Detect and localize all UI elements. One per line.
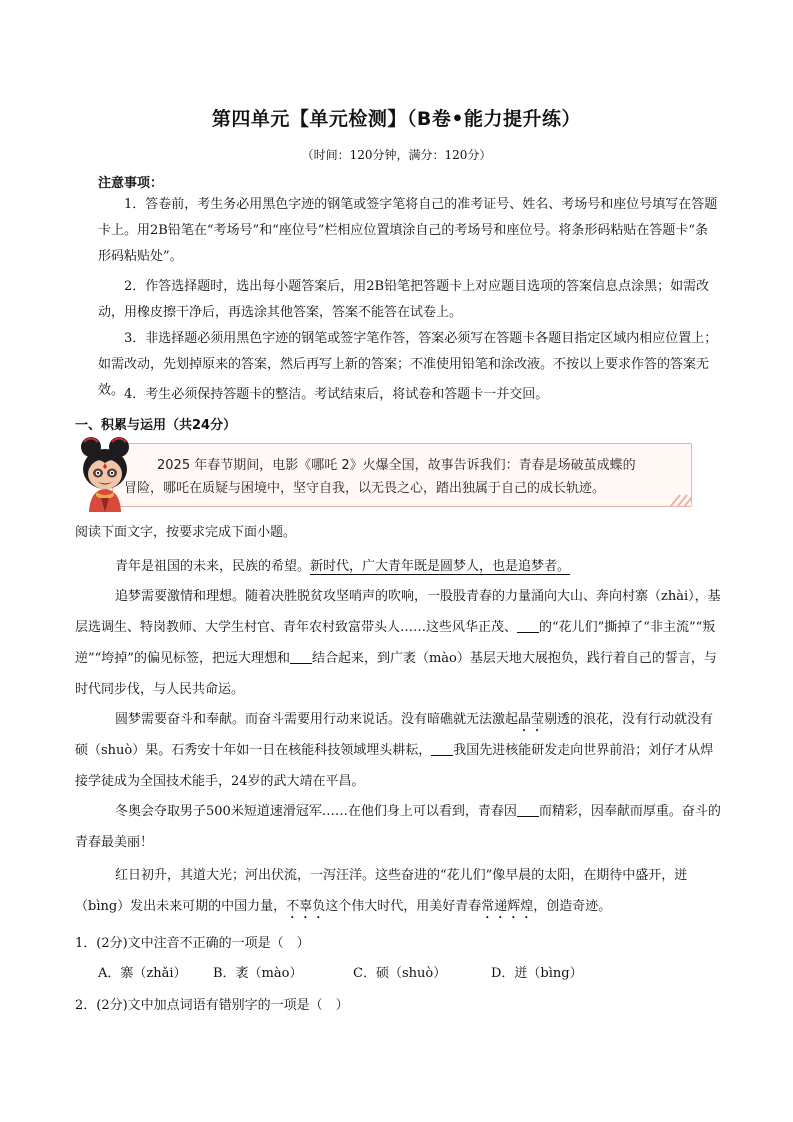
- notice-item-4: 4．考生必须保持答题卡的整洁。考试结束后，将试卷和答题卡一并交回。: [124, 387, 549, 402]
- dotted-word-3: 常递辉煌: [481, 899, 534, 914]
- underlined-sentence: 新时代，广大青年既是圆梦人，也是追梦者。: [310, 559, 571, 574]
- page-title: 第四单元【单元检测】（B卷•能力提升练）: [211, 108, 582, 130]
- question-1-stem: 1．(2分)文中注音不正确的一项是（ ）: [75, 936, 310, 951]
- fill-blank-1: [517, 618, 539, 633]
- reading-paragraph-4: [75, 796, 723, 858]
- question-2-stem: 2．(2分)文中加点词语有错别字的一项是（ ）: [75, 998, 349, 1013]
- option-b[interactable]: B．袤（mào）: [213, 966, 303, 981]
- section-title: 一、积累与运用（共24分）: [75, 418, 237, 433]
- banner-line-1: 2025 年春节期间，电影《哪吒 2》火爆全国，故事告诉我们：青春是场破茧成蝶的: [157, 458, 636, 473]
- p2-text-a: 追梦需要激情和理想。随着决胜脱贫攻坚哨声的吹响，一股股青春的力量涌向大山、奔向村寨（zhài），基层选调生、特岗教师、大学生村官、青年农村致富带头人……这些风华正茂、: [75, 589, 721, 635]
- fill-blank-4: [517, 802, 539, 817]
- dotted-word-2: 不辜负: [286, 899, 326, 914]
- p4-text-b: 而精彩，因奉献而厚重。奋斗的青春最美丽！: [75, 804, 721, 850]
- p3-text-a: 圆梦需要奋斗和奉献。而奋斗需要用行动来说话。没有暗礁就无法激起: [115, 712, 519, 727]
- p1-text: 青年是祖国的未来，民族的希望。: [115, 559, 311, 574]
- nezha-character-icon: [76, 436, 134, 512]
- option-a[interactable]: A．寨（zhǎi）: [98, 966, 187, 981]
- nezha-banner: [82, 440, 692, 512]
- reading-paragraph-2: [75, 581, 723, 705]
- fill-blank-3: [431, 741, 453, 756]
- p5-text-b: 这个伟大时代，用美好青春: [325, 899, 482, 914]
- p2-text-b: 的“花儿们”撕掉了“非主流”“叛逆”“垮掉”的偏见标签，把远大理想和: [75, 620, 716, 666]
- notice-item-3: 3．非选择题必须用黑色字迹的钢笔或签字笔作答，答案必须写在答题卡各题目指定区域内相应位置上；如需改动，先划掉原来的答案，然后再写上新的答案；不准使用铅笔和涂改液。不按以上要求作答的答案无效。: [98, 331, 718, 398]
- exam-time-info: （时间：120分钟，满分：120分）: [301, 148, 492, 162]
- p3-text-c: 我国先进核能研发走向世界前沿；刘仔才从焊接学徒成为全国技术能手，24岁的武大靖在平昌。: [75, 743, 714, 789]
- notice-item-2: 2．作答选择题时，选出每小题答案后，用2B铅笔把答题卡上对应题目选项的答案信息点涂黑；如需改动，用橡皮擦干净后，再选涂其他答案，答案不能答在试卷上。: [98, 279, 710, 320]
- p5-text-a: 红日初升，其道大光；河出伏流，一泻汪洋。这些奋进的“花儿们”像早晨的太阳，在期待中盛开，迸（bìng）发出未来可期的中国力量，: [75, 868, 688, 914]
- option-d[interactable]: D．迸（bìng）: [491, 966, 583, 981]
- p2-text-c: 结合起来，到广袤（mào）基层天地大展抱负，践行着自己的誓言，与时代同步伐，与人民共命运。: [75, 651, 717, 697]
- notice-item-1: 1．答卷前，考生务必用黑色字迹的钢笔或签字笔将自己的准考证号、姓名、考场号和座位号填写在答题卡上。用2B铅笔在“考场号”和“座位号”栏相应位置填涂自己的考场号和座位号。将条形码粘贴在答题卡“条形码粘贴处”。: [98, 197, 718, 264]
- p3-text-b: 剔透的浪花，没有行动就没有硕（shuò）果。石秀安十年如一日在核能科技领域埋头耕耘，: [75, 712, 714, 758]
- option-c[interactable]: C．硕（shuò）: [353, 966, 447, 981]
- banner-text: [124, 454, 684, 500]
- dotted-word-1: 晶莹: [518, 712, 545, 727]
- p5-text-c: ，创造奇迹。: [533, 899, 612, 914]
- banner-line-2: 冒险，哪吒在质疑与困境中，坚守自我，以无畏之心，踏出独属于自己的成长轨迹。: [124, 481, 606, 496]
- reading-paragraph-5: [75, 860, 723, 922]
- p4-text-a: 冬奥会夺取男子500米短道速滑冠军……在他们身上可以看到，青春因: [115, 804, 517, 819]
- reading-paragraph-1: [75, 551, 723, 582]
- reading-instruction: 阅读下面文字，按要求完成下面小题。: [75, 525, 297, 540]
- reading-paragraph-3: [75, 704, 723, 797]
- fill-blank-2: [290, 649, 312, 664]
- notice-heading: 注意事项：: [98, 176, 164, 191]
